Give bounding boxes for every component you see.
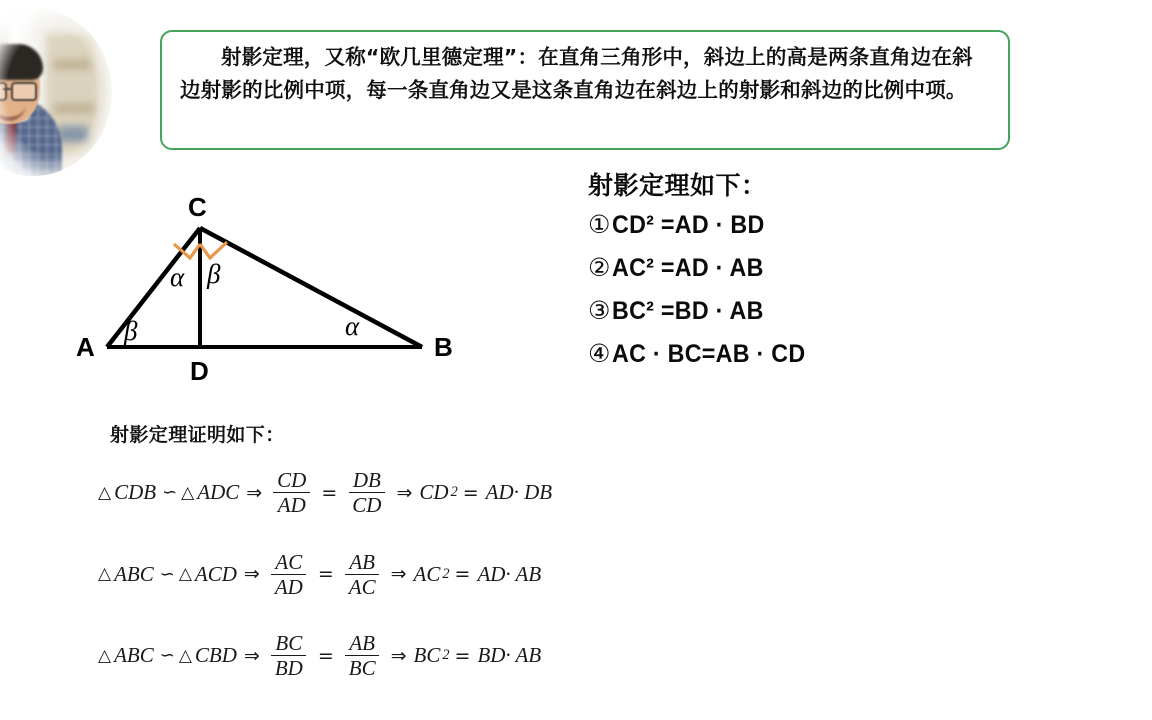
similar-triangle-2: CBD — [194, 643, 237, 668]
similar-triangle-2: ACD — [194, 561, 237, 586]
result-base: BC — [413, 643, 441, 668]
fraction-numerator: DB — [349, 469, 385, 493]
fraction-numerator: AB — [345, 551, 379, 575]
result-product: BD· AB — [477, 643, 542, 668]
proof-line — [98, 551, 750, 599]
presenter-video-bubble[interactable] — [0, 8, 112, 176]
glasses-icon — [11, 82, 37, 101]
equals-symbol: = — [454, 644, 471, 667]
video-background-shelf — [54, 60, 90, 69]
equals-symbol: = — [317, 644, 334, 667]
formula-index: ④ — [588, 339, 611, 368]
proof-heading: 射影定理证明如下： — [110, 424, 285, 446]
segment-cb — [200, 228, 422, 347]
result-base: AC — [413, 561, 441, 586]
formula-body: CD² =AD · BD — [611, 211, 765, 239]
theorem-statement-text: 射影定理，又称“欧几里德定理”：在直角三角形中，斜边上的高是两条直角边在斜边射影的比例中项，每一条直角边又是这条直角边在斜边上的射影和斜边的比例中项。 — [180, 45, 973, 102]
glasses-bridge — [3, 88, 11, 90]
triangle-glyph: △ — [98, 482, 112, 503]
formula-body: AC · BC=AB · CD — [611, 340, 806, 368]
fraction-1 — [273, 469, 310, 517]
fraction-numerator: AB — [345, 632, 379, 656]
proof-line — [98, 469, 750, 517]
implies-symbol: ⇒ — [390, 644, 407, 667]
fraction-denominator: CD — [352, 493, 382, 518]
implies-symbol: ⇒ — [243, 563, 260, 586]
similarity-symbol: ∽ — [159, 563, 175, 585]
fraction-2 — [348, 469, 385, 517]
similarity-symbol: ∽ — [162, 482, 178, 504]
formula-row — [588, 339, 1058, 369]
proof-section — [98, 420, 750, 714]
fraction-denominator: BC — [348, 656, 376, 681]
result-exponent: 2 — [450, 484, 458, 501]
similar-triangle-1: ABC — [114, 561, 154, 586]
video-background-shelf — [54, 104, 94, 113]
triangle-glyph: △ — [178, 645, 192, 666]
angle-label-c-left: α — [170, 262, 185, 292]
formula-body: AC² =AD · AB — [611, 254, 764, 282]
fraction-denominator: AD — [277, 493, 306, 518]
video-background-object — [58, 126, 88, 142]
similarity-symbol: ∽ — [159, 645, 175, 667]
vertex-label-d: D — [190, 356, 209, 386]
fraction-2 — [345, 632, 380, 680]
vertex-label-b: B — [434, 332, 453, 362]
result-exponent: 2 — [442, 565, 450, 582]
equals-symbol: = — [317, 563, 334, 586]
fraction-numerator: CD — [273, 469, 310, 493]
triangle-svg — [60, 188, 490, 393]
theorem-list-heading: 射影定理如下： — [588, 171, 767, 200]
fraction-2 — [345, 551, 380, 599]
formula-row — [588, 296, 1058, 326]
implies-symbol: ⇒ — [246, 481, 263, 504]
implies-symbol: ⇒ — [243, 644, 260, 667]
equals-symbol: = — [462, 481, 479, 504]
formula-row — [588, 253, 1058, 283]
formula-body: BC² =BD · AB — [611, 297, 764, 325]
similar-triangle-1: CDB — [114, 480, 157, 505]
implies-symbol: ⇒ — [396, 481, 413, 504]
segment-ac — [107, 228, 200, 347]
fraction-denominator: BD — [274, 656, 303, 681]
triangle-glyph: △ — [178, 564, 192, 585]
angle-label-b: α — [345, 311, 360, 341]
fraction-denominator: AC — [348, 574, 376, 599]
formula-index: ① — [588, 210, 611, 239]
theorem-formula-panel — [588, 166, 1058, 382]
result-exponent: 2 — [442, 647, 450, 664]
proof-line — [98, 632, 750, 680]
result-base: CD — [419, 480, 449, 505]
fraction-denominator: AD — [274, 574, 303, 599]
fraction-1 — [271, 632, 307, 680]
result-product: AD· DB — [485, 480, 553, 505]
result-product: AD· AB — [477, 561, 542, 586]
fraction-numerator: BC — [271, 632, 306, 656]
similar-triangle-2: ADC — [197, 480, 240, 505]
equals-symbol: = — [321, 481, 338, 504]
formula-index: ② — [588, 253, 611, 282]
formula-index: ③ — [588, 296, 611, 325]
presenter-video-frame — [0, 8, 112, 176]
glasses-icon — [0, 82, 7, 101]
triangle-glyph: △ — [98, 564, 112, 585]
implies-symbol: ⇒ — [390, 563, 407, 586]
vertex-label-a: A — [76, 332, 95, 362]
equals-symbol: = — [454, 563, 471, 586]
vertex-label-c: C — [188, 192, 207, 222]
theorem-statement-box — [160, 30, 1010, 150]
triangle-glyph: △ — [98, 645, 112, 666]
angle-label-a: β — [124, 316, 138, 346]
triangle-diagram — [60, 188, 490, 393]
fraction-1 — [271, 551, 307, 599]
fraction-numerator: AC — [271, 551, 306, 575]
formula-row — [588, 210, 1058, 240]
triangle-glyph: △ — [181, 482, 195, 503]
similar-triangle-1: ABC — [114, 643, 154, 668]
angle-label-c-right: β — [207, 259, 221, 289]
right-angle-mark-right — [200, 242, 227, 258]
